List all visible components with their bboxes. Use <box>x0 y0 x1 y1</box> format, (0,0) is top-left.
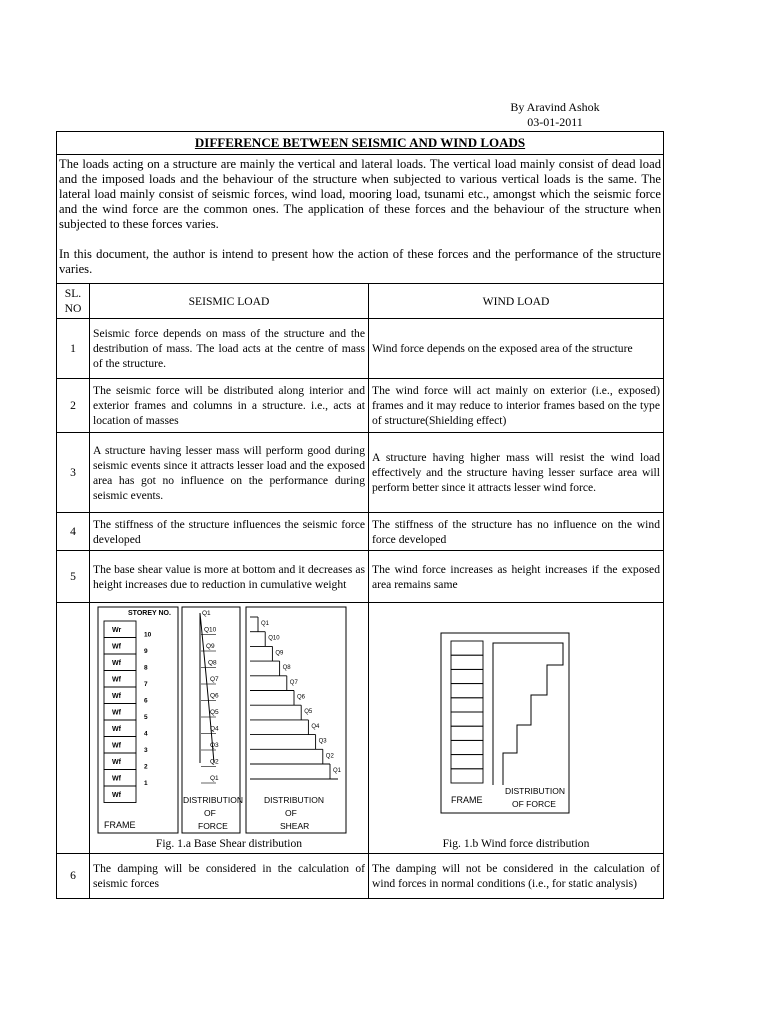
storey-weight-label: Wf <box>112 792 121 799</box>
force-label: Q5 <box>210 709 219 716</box>
seismic-cell: The stiffness of the structure influences the seismic force developed <box>90 513 369 551</box>
wind-frame-label: FRAME <box>451 795 483 805</box>
header-wind: WIND LOAD <box>369 284 664 319</box>
seismic-cell: A structure having lesser mass will perform good during seismic events since it attracts lesser load and the exposed area has got no influence on the performance during seismic events. <box>90 433 369 513</box>
frame-label: FRAME <box>104 820 136 830</box>
title-row <box>57 132 663 155</box>
author-block <box>470 100 640 130</box>
wind-storey-box <box>451 698 483 712</box>
force-label-2: OF <box>204 808 216 818</box>
row-number: 2 <box>57 379 90 433</box>
storey-number: 5 <box>144 714 148 721</box>
row-number: 4 <box>57 513 90 551</box>
header-sl-no: SL. NO <box>57 284 90 319</box>
wind-storey-box <box>451 641 483 655</box>
table-row <box>57 379 663 433</box>
force-label: Q10 <box>204 626 217 634</box>
force-label: Q3 <box>210 742 219 749</box>
force-label: Q8 <box>208 659 217 667</box>
table-header-row <box>57 284 663 319</box>
storey-weight-label: Wr <box>112 627 122 634</box>
wind-storey-box <box>451 740 483 754</box>
storey-weight-label: Wf <box>112 775 121 783</box>
shear-label: Q9 <box>275 650 284 657</box>
base-shear-diagram <box>90 603 362 835</box>
figure-row-number <box>57 603 90 854</box>
shear-label: Q5 <box>304 709 313 716</box>
wind-storey-box <box>451 769 483 783</box>
table-row <box>57 551 663 603</box>
force-label: Q7 <box>210 676 219 683</box>
shear-label: Q10 <box>268 635 280 642</box>
storey-weight-label: Wf <box>112 726 121 733</box>
wind-storey-box <box>451 655 483 669</box>
force-label: Q1 <box>202 610 211 617</box>
seismic-cell: Seismic force depends on mass of the structure and the destribution of mass. The load acts at the centre of mass of the structure. <box>90 319 369 379</box>
intro-paragraph-1: The loads acting on a structure are mainly the vertical and lateral loads. The vertical load mainly consist of dead load and the imposed loads and the behaviour of the structure when subjected to various vertical loads is the same. The lateral load mainly consist of seismic forces, wind load, mooring load, tsunami etc., amongst which the seismic force and the wind force are the common ones. The application of these forces and the behaviour of the structure when subjected to these forces varies. <box>59 157 661 231</box>
page-title: DIFFERENCE BETWEEN SEISMIC AND WIND LOADS <box>194 135 526 150</box>
wind-storey-box <box>451 726 483 740</box>
storey-number: 1 <box>144 780 148 787</box>
force-label: Q6 <box>210 692 219 700</box>
force-label: Q1 <box>210 775 219 782</box>
shear-label: Q1 <box>333 768 342 774</box>
shear-label-3: SHEAR <box>280 821 310 831</box>
wind-storey-box <box>451 755 483 769</box>
storey-number: 2 <box>144 763 148 771</box>
wind-cell: The damping will not be considered in the calculation of wind forces in normal conditions (i.e., for static analysis) <box>369 854 664 898</box>
wind-cell: The wind force increases as height increases if the exposed area remains same <box>369 551 664 603</box>
wind-cell: The stiffness of the structure has no influence on the wind force developed <box>369 513 664 551</box>
storey-number: 7 <box>144 681 148 688</box>
seismic-cell: The seismic force will be distributed along interior and exterior frames and columns in a structure. i.e., acts at location of masses <box>90 379 369 433</box>
figure-b-caption: Fig. 1.b Wind force distribution <box>442 837 590 850</box>
row-number: 3 <box>57 433 90 513</box>
shear-label: Q4 <box>311 723 320 730</box>
shear-steps <box>250 617 342 779</box>
figure-row <box>57 603 663 854</box>
wind-storey-box <box>451 684 483 698</box>
header-seismic: SEISMIC LOAD <box>90 284 369 319</box>
row-number: 5 <box>57 551 90 603</box>
seismic-cell: The base shear value is more at bottom and it decreases as height increases due to reduction in cumulative weight <box>90 551 369 603</box>
table-row <box>57 433 663 513</box>
storey-number: 4 <box>144 730 148 738</box>
wind-force-diagram <box>369 603 657 835</box>
intro-paragraph-2: In this document, the author is intend to present how the action of these forces and the performance of the structure varies. <box>59 247 661 276</box>
storey-label: STOREY NO. <box>128 610 171 617</box>
shear-label: Q1 <box>261 621 270 627</box>
introduction <box>57 155 663 283</box>
shear-label: Q6 <box>297 694 306 701</box>
force-label: Q4 <box>210 725 219 733</box>
wind-force-label-1: DISTRIBUTION <box>505 786 565 796</box>
storey-number: 3 <box>144 747 148 754</box>
row-number: 6 <box>57 854 90 898</box>
figure-b-cell <box>369 603 664 854</box>
storey-weight-label: Wf <box>112 742 121 750</box>
row-number: 1 <box>57 319 90 379</box>
shear-label-2: OF <box>285 808 297 818</box>
storey-weight-label: Wf <box>112 643 121 651</box>
wind-cell: A structure having higher mass will resist the wind load effectively and the structure having lesser surface area will perform better since it attracts lesser wind force. <box>369 433 664 513</box>
storey-number: 6 <box>144 697 148 705</box>
wind-frame <box>451 641 483 783</box>
shear-label-1: DISTRIBUTION <box>264 795 324 805</box>
storey-weight-label: Wf <box>112 676 121 684</box>
storey-weight-label: Wf <box>112 660 121 667</box>
wind-force-profile <box>493 643 563 785</box>
storey-weight-label: Wf <box>112 759 121 766</box>
force-labels <box>201 610 219 783</box>
storey-weight-label: Wf <box>112 693 121 700</box>
storey-number: 9 <box>144 648 148 655</box>
table-row <box>57 513 663 551</box>
wind-cell: The wind force will act mainly on exterior (i.e., exposed) frames and it may reduce to interior frames based on the type of structure(Shielding effect) <box>369 379 664 433</box>
table-row <box>57 854 663 898</box>
wind-steps <box>493 643 563 785</box>
wind-storey-box <box>451 712 483 726</box>
wind-force-label-2: OF FORCE <box>512 799 556 809</box>
frame-storeys <box>104 621 152 803</box>
wind-cell: Wind force depends on the exposed area of the structure <box>369 319 664 379</box>
figure-a-cell <box>90 603 369 854</box>
force-label: Q2 <box>210 758 219 766</box>
force-label-1: DISTRIBUTION <box>183 795 243 805</box>
figure-a-caption: Fig. 1.a Base Shear distribution <box>155 837 303 850</box>
shear-label: Q7 <box>289 679 298 686</box>
force-label-3: FORCE <box>198 821 228 831</box>
table-row <box>57 319 663 379</box>
shear-label: Q2 <box>325 753 334 760</box>
author-date: 03-01-2011 <box>527 115 583 129</box>
storey-number: 8 <box>144 664 148 672</box>
document-sheet <box>56 131 664 899</box>
shear-label: Q8 <box>282 665 291 672</box>
shear-label: Q3 <box>318 738 327 745</box>
wind-storey-box <box>451 669 483 683</box>
force-label: Q9 <box>206 643 215 650</box>
comparison-table <box>57 283 663 898</box>
storey-weight-label: Wf <box>112 709 121 717</box>
seismic-cell: The damping will be considered in the calculation of seismic forces <box>90 854 369 898</box>
storey-number: 10 <box>144 631 152 639</box>
author-name: By Aravind Ashok <box>510 100 600 114</box>
